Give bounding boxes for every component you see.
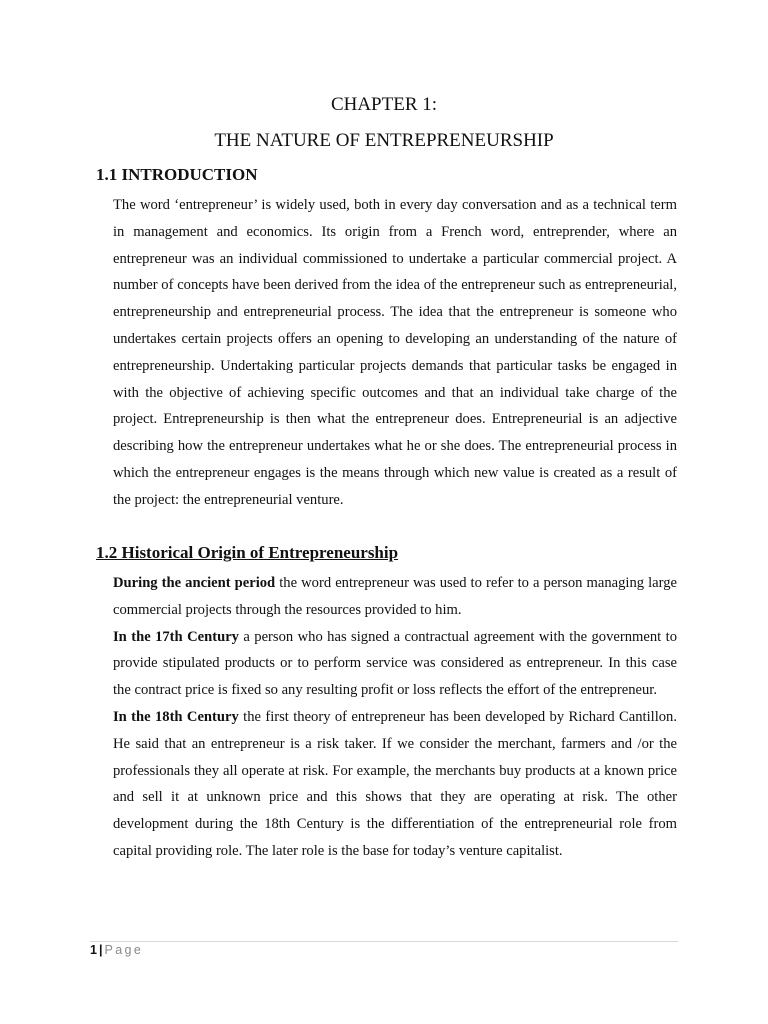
footer-divider — [90, 941, 678, 942]
chapter-title: THE NATURE OF ENTREPRENEURSHIP — [214, 130, 554, 151]
history-text-ancient: the word entrepreneur was used to refer to a person managing large commercial projects through the resources provided to him. — [113, 575, 678, 618]
introduction-paragraph: The word ‘entrepreneur’ is widely used, both in every day conversation and as a technical term in management and economics. Its origin from a French word, entreprender, where an entrepreneur was an individual commissioned to undertake a particular commercial project. A number of concepts have been derived from the idea of the entrepreneur such as entrepreneurial, entrepreneurship and entrepreneurial process. The idea that the entrepreneur is someone who undertakes certain projects offers an opening to developing an understanding of the nature of entrepreneurship. Undertaking particular projects demands that particular tasks be engaged in with the objective of achieving specific outcomes and that an individual take charge of the project. Entrepreneurship is then what the entrepreneur does. Entrepreneurial is an adjective describing how the entrepreneur undertakes what he or she does. The entrepreneurial process in which the entrepreneur engages is the means through which new value is created as a result of the project: the entrepreneurial venture. — [113, 197, 677, 508]
history-text-18th-century: the first theory of entrepreneur has been developed by Richard Cantillon. He said that an entrepreneur is a risk taker. If we consider the merchant, farmers and /or the professionals they all operate at risk. For example, the merchants buy products at a known price and sell it at unknown price and this shows that they are operating at risk. The other development during the 18th Century is the differentiation of the entrepreneurial role from capital providing role. The later role is the base for today’s venture capitalist. — [113, 708, 678, 859]
page-label: Page — [104, 943, 144, 957]
footer-separator: | — [98, 943, 103, 957]
page-number: 1 — [90, 943, 97, 957]
page-footer — [90, 943, 143, 957]
section-heading-introduction: 1.1 INTRODUCTION — [96, 165, 258, 184]
historical-origin-body — [113, 570, 677, 865]
section-heading-historical-origin: 1.2 Historical Origin of Entrepreneurship — [96, 543, 399, 562]
history-lead-ancient: During the ancient period — [113, 575, 276, 591]
history-lead-18th-century: In the 18th Century — [113, 708, 239, 725]
history-paragraph-18th-century — [113, 704, 677, 865]
history-paragraph-17th-century — [113, 624, 677, 704]
history-text-17th-century: a person who has signed a contractual agreement with the government to provide stipulated products or to perform service was considered as entrepreneur. In this case the contract price is fixed so any resulting profit or loss reflects the effort of the entrepreneur. — [113, 628, 677, 699]
history-lead-17th-century: In the 17th Century — [113, 628, 239, 645]
history-paragraph-ancient — [113, 570, 677, 624]
chapter-number: CHAPTER 1: — [330, 94, 438, 115]
